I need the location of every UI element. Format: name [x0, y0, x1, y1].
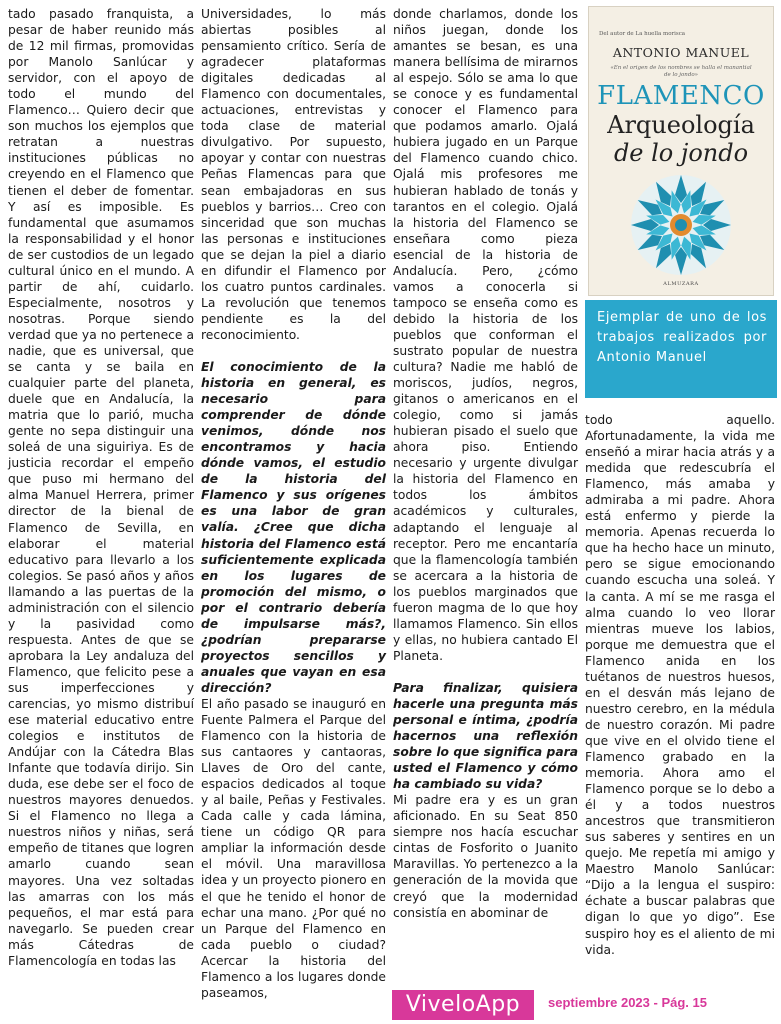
book-tagline: Del autor de La huella morisca: [599, 31, 686, 37]
book-blurb: «En el origen de los nombres se halla el manantial de lo jondo»: [610, 65, 752, 78]
paragraph: tado pasado franquista, a pesar de haber reunido más de 12 mil firmas, promovidas por Manolo Sanlúcar y servidor, con el apoyo de todo el mundo del Flamenco… Quiero decir que son muchos los ejemplos que retratan a nuestras instituciones públicas no creyendo en el Flamenco que tienen el deber de fomentar. Y así es imposible. Es fundamental que asumamos la responsabilidad y el honor de ser custodios de un legado cultural único en el mundo. A partir de ahí, cuidarlo. Especialmente, nosotros y nosotras. Porque siendo verdad que ya no pertenece a nadie, que es universal, que se canta y se baila en cualquier parte del planeta, duele que en Andalucía, la matria que lo parió, mucha gente no sepa distinguir una soleá de una siguiriya. Es de justicia recordar el empeño que puso mi hermano del alma Manuel Herrera, primer director de la bienal de Flamenco de Sevilla, en elaborar el material educativo para llevarlo a los colegios. Se pasó años y años llamando a las puertas de la administración con el silencio y la pasividad como respuesta. Antes de que se aprobara la Ley andaluza del Flamenco, que felicito pese a sus imperfecciones y carencias, yo mismo distribuí ese material educativo entre colegios e institutos de Andújar con la Cátedra Blas Infante que todavía dirijo. Sin duda, ese debe ser el foco de nuestros mayores denuedos. Si el Flamenco no llega a nuestros niños y niñas, será empeño de titanes que logren amarlo cuando sean mayores. Una vez soltadas las amarras con los más pequeños, el mar está para navegarlo. Se pueden crear más Cátedras de Flamencología en todas las: [8, 7, 194, 968]
article-column-2: [201, 6, 386, 1001]
book-publisher: ALMUZARA: [663, 281, 699, 287]
paragraph: Universidades, lo más abiertas posibles al pensamiento crítico. Sería de agradecer plataformas digitales dedicadas al Flamenco con documentales, actuaciones, entrevistas y toda clase de material divulgativo. Por supuesto, apoyar y contar con nuestras Peñas Flamencas para que sean embajadoras en sus pueblos y barrios… Creo con sinceridad que son muchas las personas e instituciones que se dejan la piel a diario en difundir el Flamenco por los cuatro puntos cardinales. La revolución que tenemos pendiente es la del reconocimiento.: [201, 7, 386, 342]
book-cover-image: [588, 6, 774, 296]
book-title-line-2: Arqueología: [607, 111, 755, 139]
article-column-4: [585, 412, 775, 958]
image-caption: Ejemplar de uno de los trabajos realizados por Antonio Manuel: [585, 300, 777, 398]
book-author: ANTONIO MANUEL: [612, 45, 750, 60]
paragraph: El año pasado se inauguró en Fuente Palmera el Parque del Flamenco con la historia de sus cantaores y cantaoras, Llaves de Oro del cante, espacios dedicados al toque y al baile, Peñas y Festivales. Cada calle y cada lámina, tiene un código QR para ampliar la información desde el móvil. Una maravillosa idea y un proyecto pionero en el que he tenido el honor de echar una mano. ¿Por qué no un Parque del Flamenco en cada pueblo o ciudad? Acercar la historia del Flamenco a los lugares donde paseamos,: [201, 696, 386, 1000]
paragraph: todo aquello. Afortunadamente, la vida me enseñó a mirar hacia atrás y a medida que redescubría el Flamenco, más amaba y admiraba a mi padre. Ahora está enfermo y pierde la memoria. Apenas recuerda lo que ha hecho hace un minuto, pero se sigue emocionando cuando escucha una soleá. Y la canta. A mí se me rasga el alma cuando lo veo llorar mientras mueve los labios, porque me demuestra que el Flamenco anida en los tuétanos de nuestros huesos, en el desván más lejano de nuestro cerebro, en la médula de nuestro corazón. Mi padre que vive en el olvido tiene el Flamenco grabado en la memoria. Ahora amo el Flamenco porque se lo debo a él y a todos nuestros ancestros que transmitieron sus saberes y sentires en un quejo. Me repetía mi amigo y Maestro Manolo Sanlúcar: “Dijo a la lengua el suspiro: échate a buscar palabras que digan lo que yo digo”. Ese suspiro hoy es el aliento de mi vida.: [585, 413, 775, 957]
article-column-1: [8, 6, 194, 969]
interview-question: El conocimiento de la historia en general, es necesario para comprender de dónde venimos, dónde nos encontramos y hacia dónde vamos, el estudio de la historia del Flamenco y sus orígenes es una labor de gran valía. ¿Cree que dicha historia del Flamenco está suficientemente explicada en los lugares de promoción del mismo, o por el contrario debería de impulsarse más?, ¿podrían prepararse proyectos sencillos y anuales que vayan en esa dirección?: [201, 359, 386, 695]
book-title-line-1: FLAMENCO: [597, 81, 765, 111]
paragraph: donde charlamos, donde los niños juegan, donde los amantes se besan, es una manera bellísima de mirarnos al espejo. Sólo se ama lo que se conoce y es fundamental conocer el Flamenco para que podamos amarlo. Ojalá hubiera jugado en un Parque del Flamenco cuando chico. Ojalá mis profesores me hubieran hablado de tonás y tarantos en el colegio. Ojalá la historia del Flamenco se enseñara como pieza esencial de la historia de Andalucía. Pero, ¿cómo vamos a conocerla si tampoco se enseña como es debido la historia de los pueblos que conforman el sustrato popular de nuestra cultura? Nadie me habló de moriscos, judíos, negros, gitanos o americanos en el colegio, como si jamás hubieran pisado el suelo que ahora piso. Entiendo necesario y urgente divulgar la historia del Flamenco en todos los ámbitos académicos y culturales, adaptando el lenguaje al receptor. Pero me encantaría que la flamencología también se acercara a la historia de los pueblos marginados que fueron magma de lo que hoy llamamos Flamenco. Sin ellos y ellas, no hubiera cantado El Planeta.: [393, 7, 578, 663]
mosaic-rosette-icon: [629, 173, 733, 277]
paragraph: Mi padre era y es un gran aficionado. En su Seat 850 siempre nos hacía escuchar cintas de Fosforito o Juanito Maravillas. Yo pertenezco a la generación de la movida que creyó que la modernidad consistía en abominar de: [393, 793, 578, 920]
page-number: septiembre 2023 - Pág. 15: [548, 995, 707, 1010]
interview-question: Para finalizar, quisiera hacerle una pregunta más personal e íntima, ¿podría hacernos una reflexión sobre lo que significa para usted el Flamenco y cómo ha cambiado su vida?: [393, 680, 578, 792]
book-title-line-3: de lo jondo: [613, 139, 749, 167]
article-column-3: [393, 6, 578, 921]
vivelo-app-logo: ViveloApp: [392, 990, 534, 1020]
